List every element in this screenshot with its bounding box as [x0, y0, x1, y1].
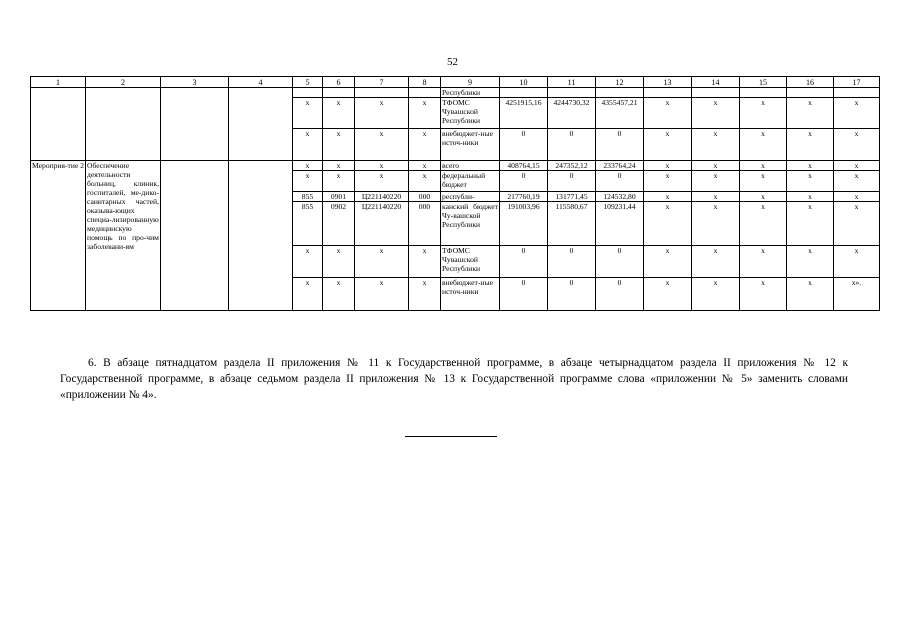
table-cell: х	[740, 202, 787, 246]
table-cell: х	[740, 278, 787, 311]
table-cell: х	[409, 161, 441, 171]
table-cell: 0902	[323, 202, 355, 246]
table-cell: х	[644, 171, 692, 192]
table-cell	[161, 88, 229, 161]
table-cell: х	[740, 192, 787, 202]
table-cell: внебюджет-ные источ-ники	[441, 278, 500, 311]
table-cell	[834, 88, 880, 98]
table-cell: 233764,24	[596, 161, 644, 171]
header-cell: 12	[596, 77, 644, 88]
header-cell: 4	[229, 77, 293, 88]
table-cell: 855	[293, 192, 323, 202]
table-cell	[86, 88, 161, 161]
table-cell	[548, 88, 596, 98]
table-cell: внебюджет-ные источ-ники	[441, 129, 500, 161]
header-cell: 17	[834, 77, 880, 88]
table-cell: х	[834, 161, 880, 171]
table-cell	[740, 88, 787, 98]
event-name-cell: Мероприя-тие 2	[31, 161, 86, 311]
table-cell: х	[692, 202, 740, 246]
table-cell: х	[323, 246, 355, 278]
table-row	[31, 88, 880, 98]
amendment-paragraph: 6. В абзаце пятнадцатом раздела II приложения № 11 к Государственной программе, в абзаце четырнадцатом раздела II приложения № 12 к Государственной программе, в абзаце седьмом раздела II приложения № 13 к Государственной программе слова «приложении № 5» заменить словами «приложении № 4».	[60, 357, 848, 402]
table-cell: х	[692, 98, 740, 129]
table-cell: х	[834, 246, 880, 278]
table-cell: х	[692, 129, 740, 161]
table-cell: х	[740, 129, 787, 161]
table-cell: 247352,12	[548, 161, 596, 171]
table-cell	[692, 88, 740, 98]
table-cell: 4355457,21	[596, 98, 644, 129]
table-cell	[161, 161, 229, 311]
table-cell: всего	[441, 161, 500, 171]
table-cell: 4244730,32	[548, 98, 596, 129]
table-cell: х	[787, 129, 834, 161]
table-cell: ТФОМС Чувашской Республики	[441, 98, 500, 129]
table-cell: х».	[834, 278, 880, 311]
table-cell: х	[644, 161, 692, 171]
budget-table	[30, 76, 880, 311]
table-cell: 115580,67	[548, 202, 596, 246]
table-cell: 408764,15	[500, 161, 548, 171]
closing-rule	[405, 436, 497, 437]
table-row	[31, 161, 880, 171]
table-cell: х	[834, 129, 880, 161]
header-cell: 1	[31, 77, 86, 88]
table-cell: 0	[500, 171, 548, 192]
table-cell: 217760,19	[500, 192, 548, 202]
table-cell: х	[787, 278, 834, 311]
event-description-cell: Обеспечение деятельности больниц, клиник, госпиталей, ме-дико-санитарных частей, оказыва-ющих специа-лизированную медицинскую помощь по про-чим заболевани-ям	[86, 161, 161, 311]
table-cell: х	[644, 278, 692, 311]
table-cell: канский бюджет Чу-вашской Республики	[441, 202, 500, 246]
table-cell: 131771,45	[548, 192, 596, 202]
table-cell: 0	[548, 246, 596, 278]
table-cell: федеральный бюджет	[441, 171, 500, 192]
table-cell	[31, 88, 86, 161]
table-cell: х	[355, 98, 409, 129]
table-cell: 0	[500, 129, 548, 161]
table-cell: х	[692, 171, 740, 192]
table-cell: 000	[409, 202, 441, 246]
header-cell: 11	[548, 77, 596, 88]
header-cell: 15	[740, 77, 787, 88]
header-cell: 10	[500, 77, 548, 88]
table-cell: 124532,80	[596, 192, 644, 202]
header-cell: 14	[692, 77, 740, 88]
table-cell: республи-	[441, 192, 500, 202]
table-cell: х	[355, 171, 409, 192]
table-cell: х	[409, 98, 441, 129]
table-cell: х	[323, 98, 355, 129]
table-cell: х	[293, 278, 323, 311]
table-cell	[500, 88, 548, 98]
table-cell: х	[787, 202, 834, 246]
table-cell: 0	[596, 246, 644, 278]
table-cell: 0	[596, 171, 644, 192]
table-cell: Ц221140220	[355, 192, 409, 202]
table-cell: х	[787, 98, 834, 129]
table-cell: 0	[548, 278, 596, 311]
table-header-row	[31, 77, 880, 88]
table-cell: х	[692, 278, 740, 311]
table-cell: х	[644, 129, 692, 161]
header-cell: 16	[787, 77, 834, 88]
table-cell: х	[323, 161, 355, 171]
table-cell: х	[787, 192, 834, 202]
table-cell: х	[834, 171, 880, 192]
table-cell: х	[409, 129, 441, 161]
table-cell: х	[293, 171, 323, 192]
table-cell: х	[740, 161, 787, 171]
table-cell: х	[644, 246, 692, 278]
table-cell: х	[323, 129, 355, 161]
table-cell: 191003,96	[500, 202, 548, 246]
table-cell: х	[740, 171, 787, 192]
table-cell: х	[834, 202, 880, 246]
table-cell: х	[409, 171, 441, 192]
header-cell: 9	[441, 77, 500, 88]
table-cell: х	[355, 129, 409, 161]
table-cell: х	[355, 246, 409, 278]
table-cell: 0901	[323, 192, 355, 202]
table-cell: х	[692, 161, 740, 171]
table-cell	[787, 88, 834, 98]
table-cell: х	[293, 129, 323, 161]
header-cell: 2	[86, 77, 161, 88]
table-cell: 0	[500, 246, 548, 278]
table-cell: 0	[596, 278, 644, 311]
table-cell: 0	[548, 171, 596, 192]
table-cell: 0	[596, 129, 644, 161]
table-cell: 855	[293, 202, 323, 246]
table-cell: х	[323, 278, 355, 311]
table-cell: Республики	[441, 88, 500, 98]
table-cell: 0	[548, 129, 596, 161]
table-cell	[323, 88, 355, 98]
table-cell: 109231,44	[596, 202, 644, 246]
table-cell: 4251915,16	[500, 98, 548, 129]
table-cell	[229, 88, 293, 161]
table-cell: х	[787, 246, 834, 278]
table-cell	[229, 161, 293, 311]
table-cell: ТФОМС Чувашской Республики	[441, 246, 500, 278]
table-cell	[293, 88, 323, 98]
table-cell: 0	[500, 278, 548, 311]
table-cell: х	[787, 161, 834, 171]
table-cell: х	[644, 98, 692, 129]
table-cell	[355, 88, 409, 98]
table-cell: х	[293, 246, 323, 278]
table-cell: х	[355, 161, 409, 171]
table-cell: х	[834, 98, 880, 129]
header-cell: 6	[323, 77, 355, 88]
table-cell: Ц221140220	[355, 202, 409, 246]
table-cell: х	[740, 98, 787, 129]
table-cell: х	[293, 161, 323, 171]
header-cell: 8	[409, 77, 441, 88]
table-cell: х	[644, 192, 692, 202]
table-cell	[596, 88, 644, 98]
table-cell: х	[692, 192, 740, 202]
table-cell: х	[409, 246, 441, 278]
table-cell: х	[787, 171, 834, 192]
table-cell	[644, 88, 692, 98]
table-cell: х	[409, 278, 441, 311]
table-cell: х	[293, 98, 323, 129]
header-cell: 5	[293, 77, 323, 88]
table-cell: х	[323, 171, 355, 192]
header-cell: 7	[355, 77, 409, 88]
table-cell: х	[644, 202, 692, 246]
table-cell: х	[692, 246, 740, 278]
table-cell	[409, 88, 441, 98]
table-cell: х	[740, 246, 787, 278]
table-cell: 000	[409, 192, 441, 202]
header-cell: 13	[644, 77, 692, 88]
page-number: 52	[447, 56, 458, 68]
table-cell: х	[834, 192, 880, 202]
header-cell: 3	[161, 77, 229, 88]
table-cell: х	[355, 278, 409, 311]
